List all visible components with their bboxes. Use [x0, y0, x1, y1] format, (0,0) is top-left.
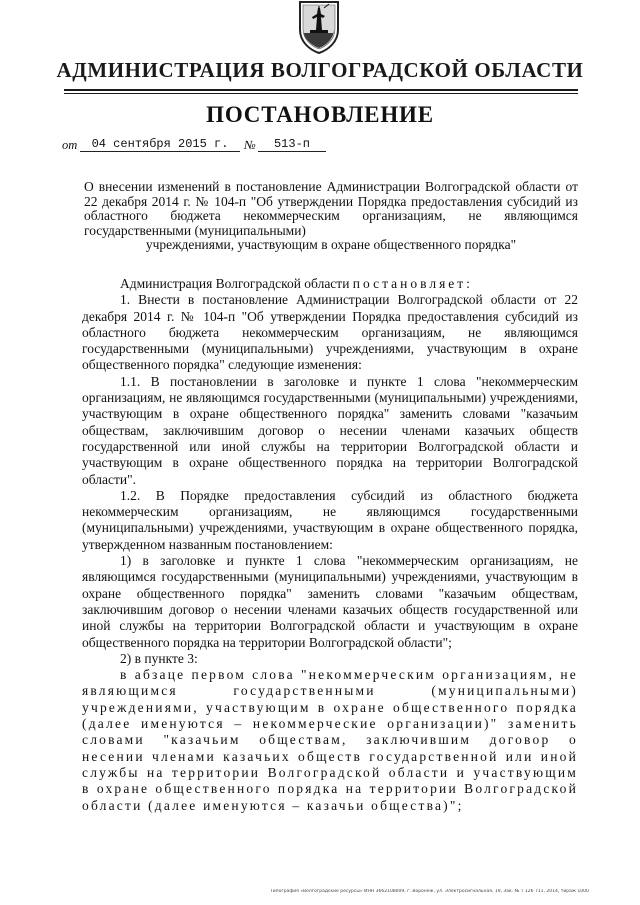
- header-rule-thick: [64, 89, 578, 91]
- print-imprint: Типография «Волгоградские ресурсы» ИНН 3662108009, г. Воронеж, ул. Электросигнальная, 19, Зак. № Т 126 711, 2014, тираж 1000: [270, 889, 589, 894]
- document-body: [82, 276, 578, 814]
- document-date: 04 сентября 2015 г.: [80, 137, 240, 152]
- coat-of-arms-icon: [296, 0, 342, 54]
- subject-last-line: учреждениями, участвующим в охране общественного порядка": [145, 237, 517, 252]
- body-paragraph: 1.1. В постановлении в заголовке и пункте 1 слова "некоммерческим организациям, не являющимся государственными (муниципальными) учреждениями, участвующим в охране общественного порядка" заменить словами "казачьим обществам, заключившим договор о несении членами казачьих обществ государственной или иной службы на территории Волгоградской области и участвующим в охране общественного порядка на территории Волгоградской области".: [82, 373, 578, 487]
- header-rule-thin: [64, 93, 578, 94]
- body-paragraph: 1. Внести в постановление Администрации Волгоградской области от 22 декабря 2014 г. № 104-п "Об утверждении Порядка предоставления субсидий из областного бюджета некоммерческим организациям, не являющимся государственными (муниципальными) учреждениями, участвующим в охране общественного порядка" следующие изменения:: [82, 292, 578, 373]
- body-paragraph: 1) в заголовке и пункте 1 слова "некоммерческим организациям, не являющимся государственными (муниципальными) учреждениями, участвующим в охране общественного порядка" заменить словами "казачьим обществам, заключившим договор о несении членами казачьих обществ государственной или иной службы на территории Волгоградской области и участвующим в охране общественного порядка на территории Волгоградской области";: [82, 553, 578, 650]
- document-subject: [84, 180, 578, 253]
- number-label: №: [244, 138, 256, 152]
- body-paragraph: 2) в пункте 3:: [120, 650, 198, 666]
- subject-text: О внесении изменений в постановление Администрации Волгоградской области от 22 декабря 2014 г. № 104-п "Об утверждении Порядка предоставления субсидий из областного бюджета некоммерческим организациям, не являющимся государственными (муниципальными): [84, 179, 578, 238]
- organization-title: АДМИНИСТРАЦИЯ ВОЛГОГРАДСКОЙ ОБЛАСТИ: [56, 58, 584, 82]
- body-paragraph: 1.2. В Порядке предоставления субсидий из областного бюджета некоммерческим организациям, не являющимся государственными (муниципальными) учреждениями, участвующим в охране общественного порядка, утвержденном названным постановлением:: [82, 487, 578, 552]
- body-intro: [82, 276, 578, 292]
- document-number: 513-п: [258, 137, 326, 152]
- date-label: от: [62, 138, 78, 152]
- intro-org: Администрация Волгоградской области: [120, 276, 350, 291]
- intro-verb: постановляет:: [352, 276, 473, 291]
- document-type-heading: ПОСТАНОВЛЕНИЕ: [206, 102, 434, 127]
- body-paragraph: в абзаце первом слова "некоммерческим организациям, не являющимся государственными (муниципальными) учреждениями, участвующим в охране общественного порядка (далее именуются – некоммерческие организации)" заменить словами "казачьим обществам, заключившим договор о несении членами казачьих обществ государственной или иной службы на территории Волгоградской области и участвующим в охране общественного порядка на территории Волгоградской области (далее именуются – казачьи общества)";: [82, 667, 578, 813]
